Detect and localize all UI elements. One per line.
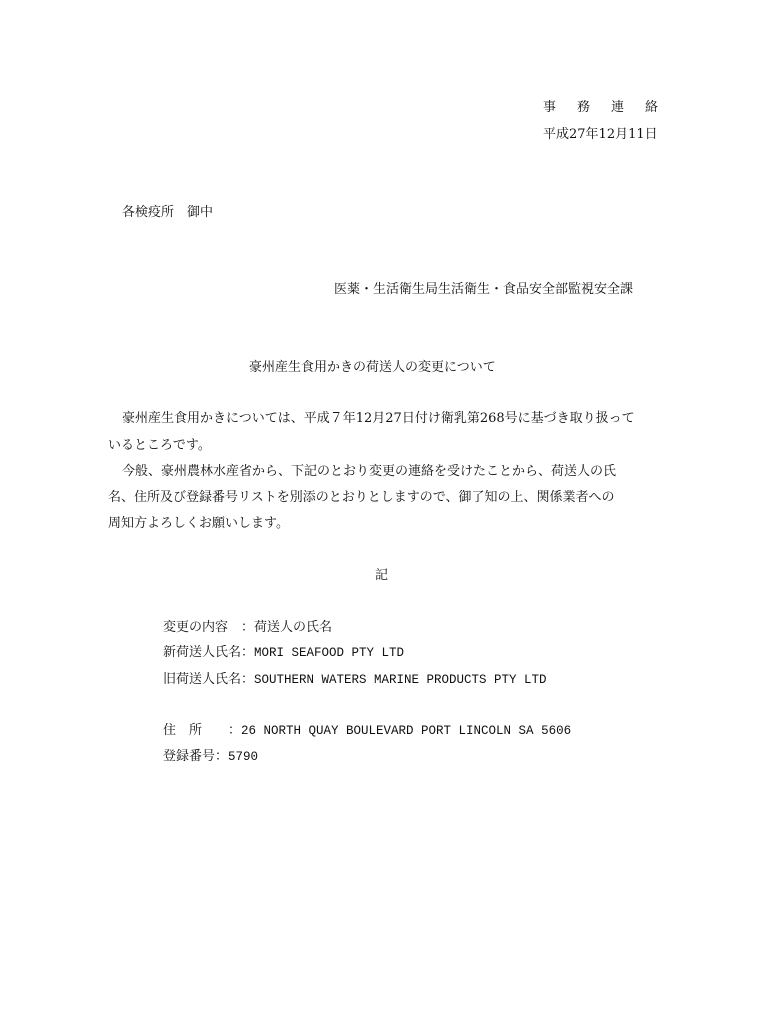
- ki-heading: 記: [375, 568, 389, 583]
- body-paragraph-2-line-2: 名、住所及び登録番号リストを別添のとおりとしますので、御了知の上、関係業者への: [108, 490, 615, 505]
- sender: 医薬・生活衛生局生活衛生・食品安全部監視安全課: [334, 282, 634, 297]
- detail-old-shipper-row: [163, 668, 547, 687]
- detail-registration-label: 登録番号：: [163, 749, 229, 764]
- body-paragraph-2-line-3: 周知方よろしくお願いします。: [108, 516, 289, 531]
- document-title: 豪州産生食用かきの荷送人の変更について: [249, 360, 496, 375]
- detail-registration-value: 5790: [228, 750, 259, 764]
- detail-address-row: [163, 719, 571, 738]
- detail-new-shipper-label: 新荷送人氏名：: [163, 645, 255, 660]
- detail-registration-row: [163, 745, 258, 764]
- detail-change-value: 荷送人の氏名: [254, 620, 333, 635]
- detail-old-shipper-value: SOUTHERN WATERS MARINE PRODUCTS PTY LTD: [254, 673, 547, 687]
- detail-change-row: [163, 616, 332, 635]
- body-paragraph-2-line-1: 今般、豪州農林水産省から、下記のとおり変更の連絡を受けたことから、荷送人の氏: [122, 464, 617, 479]
- document-date: 平成27年12月11日: [543, 127, 658, 142]
- addressee: 各検疫所 御中: [122, 205, 214, 220]
- document-type: 事 務 連 絡: [543, 100, 663, 115]
- detail-old-shipper-label: 旧荷送人氏名：: [163, 672, 255, 687]
- detail-new-shipper-value: MORI SEAFOOD PTY LTD: [254, 646, 405, 660]
- detail-change-label: 変更の内容 ：: [163, 620, 255, 635]
- detail-address-value: 26 NORTH QUAY BOULEVARD PORT LINCOLN SA 5606: [241, 724, 572, 738]
- detail-address-label: 住 所 ：: [163, 723, 242, 738]
- body-paragraph-1-line-2: いるところです。: [108, 438, 211, 453]
- body-paragraph-1-line-1: 豪州産生食用かきについては、平成７年12月27日付け衛乳第268号に基づき取り扱って: [122, 411, 635, 426]
- detail-new-shipper-row: [163, 641, 404, 660]
